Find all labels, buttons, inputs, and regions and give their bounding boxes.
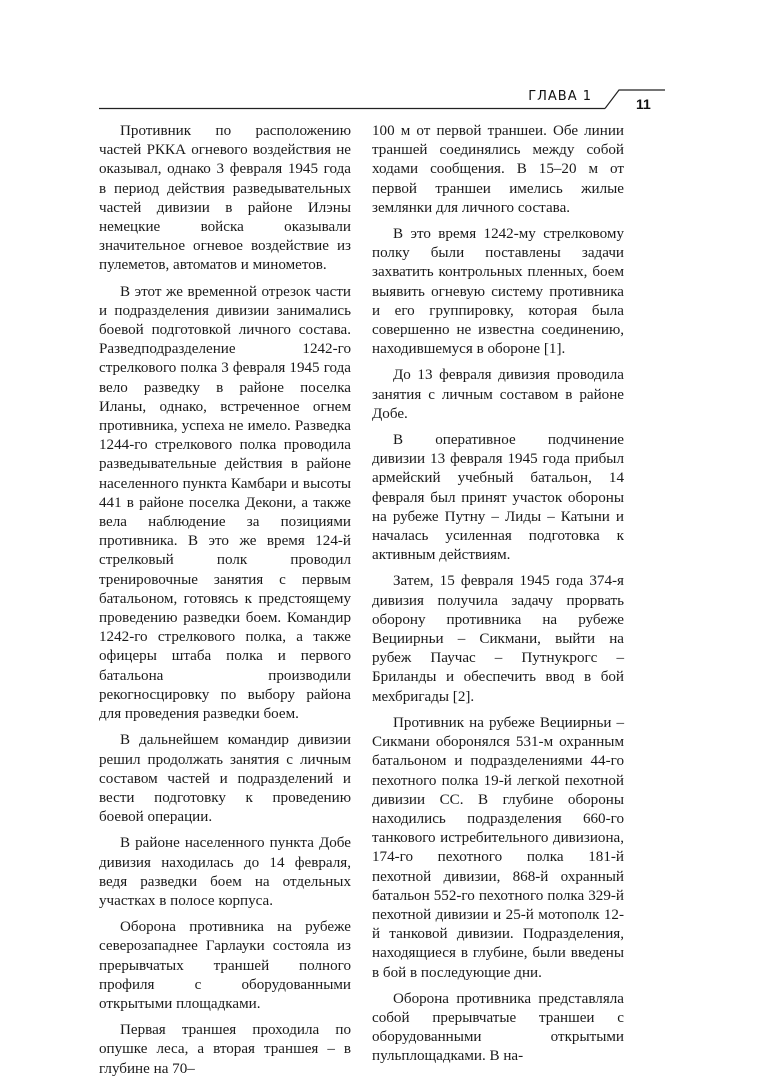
paragraph-continuation: 100 м от первой траншеи. Обе линии траншей соединялись между собой ходами сообщения. В 15–20 м от первой траншеи имелись жилые землянки для личного состава. [372, 123, 624, 216]
paragraph: В оперативное подчинение дивизии 13 февраля 1945 года прибыл армейский учебный батальон, 14 февраля был принят участок обороны на рубеже Путну – Лиды – Катыни и началась усиленная подготовка к активным действиям. [372, 432, 624, 564]
paragraph: Затем, 15 февраля 1945 года 374-я дивизия получила задачу прорвать оборону противника на рубеже Вециирньи – Сикмани, выйти на рубеж Паучас – Путнукрогс – Бриланды и обеспечить ввод в бой мехбригады [2]. [372, 573, 624, 705]
chapter-title: ГЛАВА 1 [528, 89, 592, 104]
right-column [372, 122, 624, 1074]
paragraph: Первая траншея проходила по опушке леса, а вторая траншея – в глубине на 70– [99, 1022, 351, 1077]
paragraph: Противник по расположению частей РККА огневого воздействия не оказывал, однако 3 февраля 1945 года в период действия разведывательных частей дивизии в районе Илэны немецкие войска оказывали значительное огневое воздействие из пулеметов, автоматов и минометов. [99, 123, 351, 274]
page-number: 11 [636, 96, 651, 112]
paragraph: В районе населенного пункта Добе дивизия находилась до 14 февраля, ведя разведки боем на отдельных участках в полосе корпуса. [99, 835, 351, 909]
paragraph: В это время 1242-му стрелковому полку были поставлены задачи захватить контрольных пленных, боем выявить огневую систему противника и его группировку, которая была совершенно не известна соединению, находившемуся в обороне [1]. [372, 226, 624, 358]
paragraph: Оборона противника на рубеже северозападнее Гарлауки состояла из прерывчатых траншей полного профиля с оборудованными открытыми площадками. [99, 919, 351, 1012]
left-column [99, 122, 351, 1086]
paragraph: До 13 февраля дивизия проводила занятия с личным составом в районе Добе. [372, 367, 624, 422]
paragraph: В этот же временной отрезок части и подразделения дивизии занимались боевой подготовкой личного состава. Разведподразделение 1242-го стрелкового полка 3 февраля 1945 года вело разведку в районе поселка Иланы, однако, встреченное огнем противника, успеха не имело. Разведка 1244-го стрелкового полка проводила разведывательные действия в районе населенного пункта Камбари и высоты 441 в районе поселка Декони, а также вела наблюдение за позициями противника. В это же время 124-й стрелковый полк проводил тренировочные занятия с первым батальоном, готовясь к предстоящему проведению разведки боем. Командир 1242-го стрелкового полка, а также офицеры штаба полка и первого батальона производили рекогносцировку по выбору района для проведения разведки боем. [99, 283, 351, 723]
paragraph: В дальнейшем командир дивизии решил продолжать занятия с личным составом частей и подразделений и вести подготовку к проведению боевой операции. [99, 732, 351, 826]
paragraph: Оборона противника представляла собой прерывчатые траншеи с оборудованными открытыми пульплощадками. В на- [372, 990, 624, 1065]
paragraph: Противник на рубеже Вециирньи – Сикмани оборонялся 531-м охранным батальоном и подразделениями 44-го пехотного полка 19-й легкой пехотной дивизии СС. В глубине обороны находились подразделения 660-го танкового истребительного дивизиона, 174-го пехотного полка 181-й пехотной дивизии, 868-й охранный батальон 552-го пехотного полка 329-й пехотной дивизии и 25-й мотополк 12-й танковой дивизии. Подразделения, находящиеся в глубине, были введены в бой в последующие дни. [372, 714, 624, 981]
